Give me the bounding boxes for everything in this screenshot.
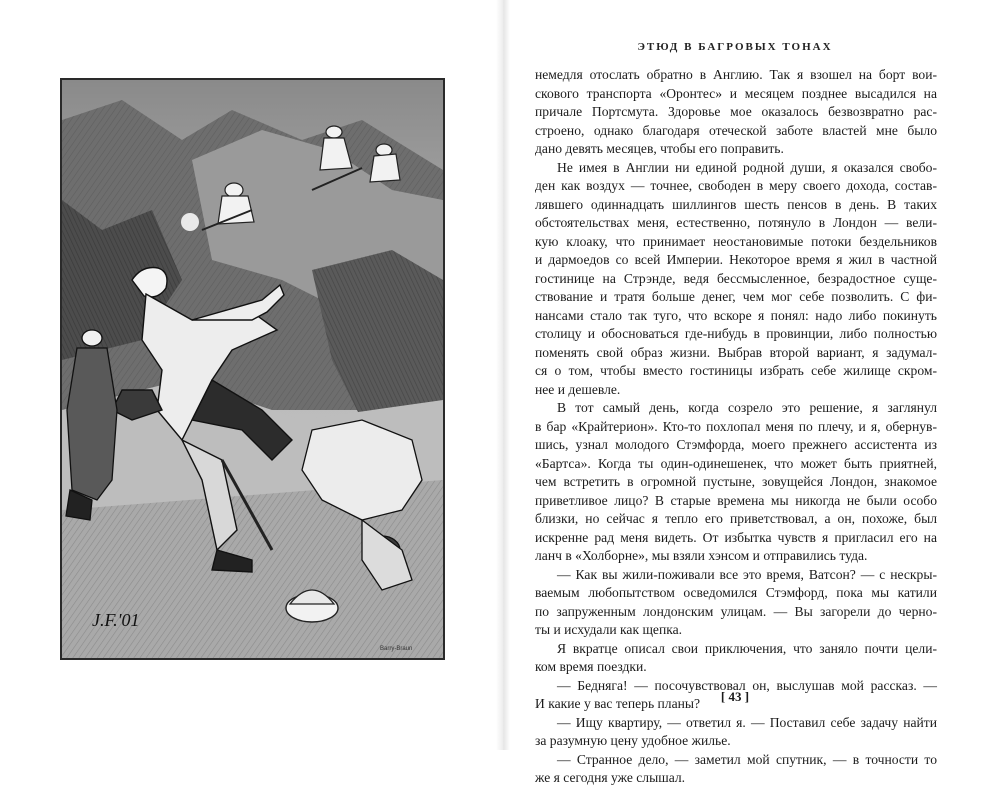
text-line: лявшего одиннадцать шиллингов шесть пенсов в день. В таких — [535, 196, 937, 212]
text-line: ся о том, чтобы вместо гостиницы избрать себе жилище скром- — [535, 363, 937, 378]
text-line: нансами стало так туго, что вскоре я понял: надо либо покинуть — [535, 307, 937, 323]
text-line: приветливое лицо? В старые времена мы никогда не были особо — [535, 492, 937, 508]
text-line: — Бедняга! — посочувствовал он, выслушав мой рассказ. — — [557, 677, 937, 693]
text-line: причале Портсмута. Здоровье мое оказалось безвозвратно рас- — [535, 104, 937, 119]
text-line: дано девять месяцев, чтобы его поправить. — [535, 141, 784, 156]
text-line: — Как вы жили-поживали все это время, Ватсон? — с нескры- — [557, 566, 937, 582]
text-line: шись, узнал молодого Стэмфорда, моего прежнего ассистента из — [535, 437, 937, 452]
text-line: ваемым любопытством осведомился Стэмфорд, пока мы катили — [535, 585, 937, 600]
text-line: ден как воздух — точнее, свободен в меру своего дохода, состав- — [535, 178, 937, 193]
illustration-plate — [60, 78, 445, 660]
body-text — [535, 66, 937, 788]
battle-scene-illustration — [62, 80, 443, 658]
text-line: искренне рад меня видеть. От избытка чувств я пригласил его на — [535, 529, 937, 545]
text-line: Не имея в Англии ни единой родной души, я оказался свобо- — [557, 159, 937, 175]
book-gutter — [496, 0, 510, 750]
text-line: и дармоедов со всей Империи. Некоторое время я жил в частной — [535, 252, 937, 267]
engraver-signature: Barry-Braun — [380, 646, 413, 652]
text-line: И какие у вас теперь планы? — [535, 696, 701, 711]
text-line: поменять свой образ жизни. Выбрав второй вариант, я задумал- — [535, 344, 937, 360]
page-number: [ 43 ] — [720, 689, 750, 704]
text-line: столицу и обосноваться где-нибудь в провинции, либо полностью — [535, 326, 937, 341]
text-line: «Бартса». Когда ты один-одинешенек, что может быть приятней, — [535, 455, 937, 471]
text-line: немедля отослать обратно в Англию. Так я взошел на борт вои- — [535, 67, 937, 82]
text-line: скового транспорта «Оронтес» и месяцем позднее высадился на — [535, 85, 937, 101]
text-line: гостинице на Стрэнде, ведя бессмысленное, безрадостное суще- — [535, 270, 937, 286]
text-line: обстоятельствах меня, естественно, потянуло в Лондон — вели- — [535, 215, 937, 230]
text-line: Я вкратце описал свои приключения, что заняло почти цели- — [557, 640, 937, 656]
text-line: в бар «Крайтерион». Кто-то похлопал меня по плечу, и я, обернув- — [535, 418, 937, 434]
text-line: ствование и тратя больше денег, чем мог себе позволить. С фи- — [535, 289, 937, 304]
text-line: по запруженным лондонским улицам. — Вы загорели до черно- — [535, 603, 937, 619]
text-line: ком время поездки. — [535, 659, 647, 674]
text-line: В тот самый день, когда созрело это решение, я заглянул — [557, 400, 937, 415]
text-line: ты и исхудали как щепка. — [535, 622, 683, 637]
text-line: кую клоаку, что принимает неостановимые потоки бездельников — [535, 233, 937, 249]
text-line: за разумную цену удобное жилье. — [535, 733, 731, 748]
text-line: — Ищу квартиру, — ответил я. — Поставил себе задачу найти — [557, 714, 937, 730]
text-line: — Странное дело, — заметил мой спутник, — в точности то — [557, 751, 937, 767]
text-line: ланч в «Холборне», мы взяли хэнсом и отправились туда. — [535, 548, 868, 563]
text-line: строено, однако благодаря отеческой заботе властей мне было — [535, 122, 937, 138]
text-line: нее и дешевле. — [535, 381, 621, 397]
artist-monogram: J.F.'01 — [92, 610, 140, 630]
text-line: чем встретить в огромной пустыне, зовущейся Лондон, знакомое — [535, 474, 937, 489]
text-line: же я сегодня уже слышал. — [535, 770, 686, 785]
running-head: ЭТЮД В БАГРОВЫХ ТОНАХ — [637, 41, 833, 53]
text-line: близки, но сейчас я тепло его приветствовал, а он, похоже, был — [535, 511, 937, 526]
